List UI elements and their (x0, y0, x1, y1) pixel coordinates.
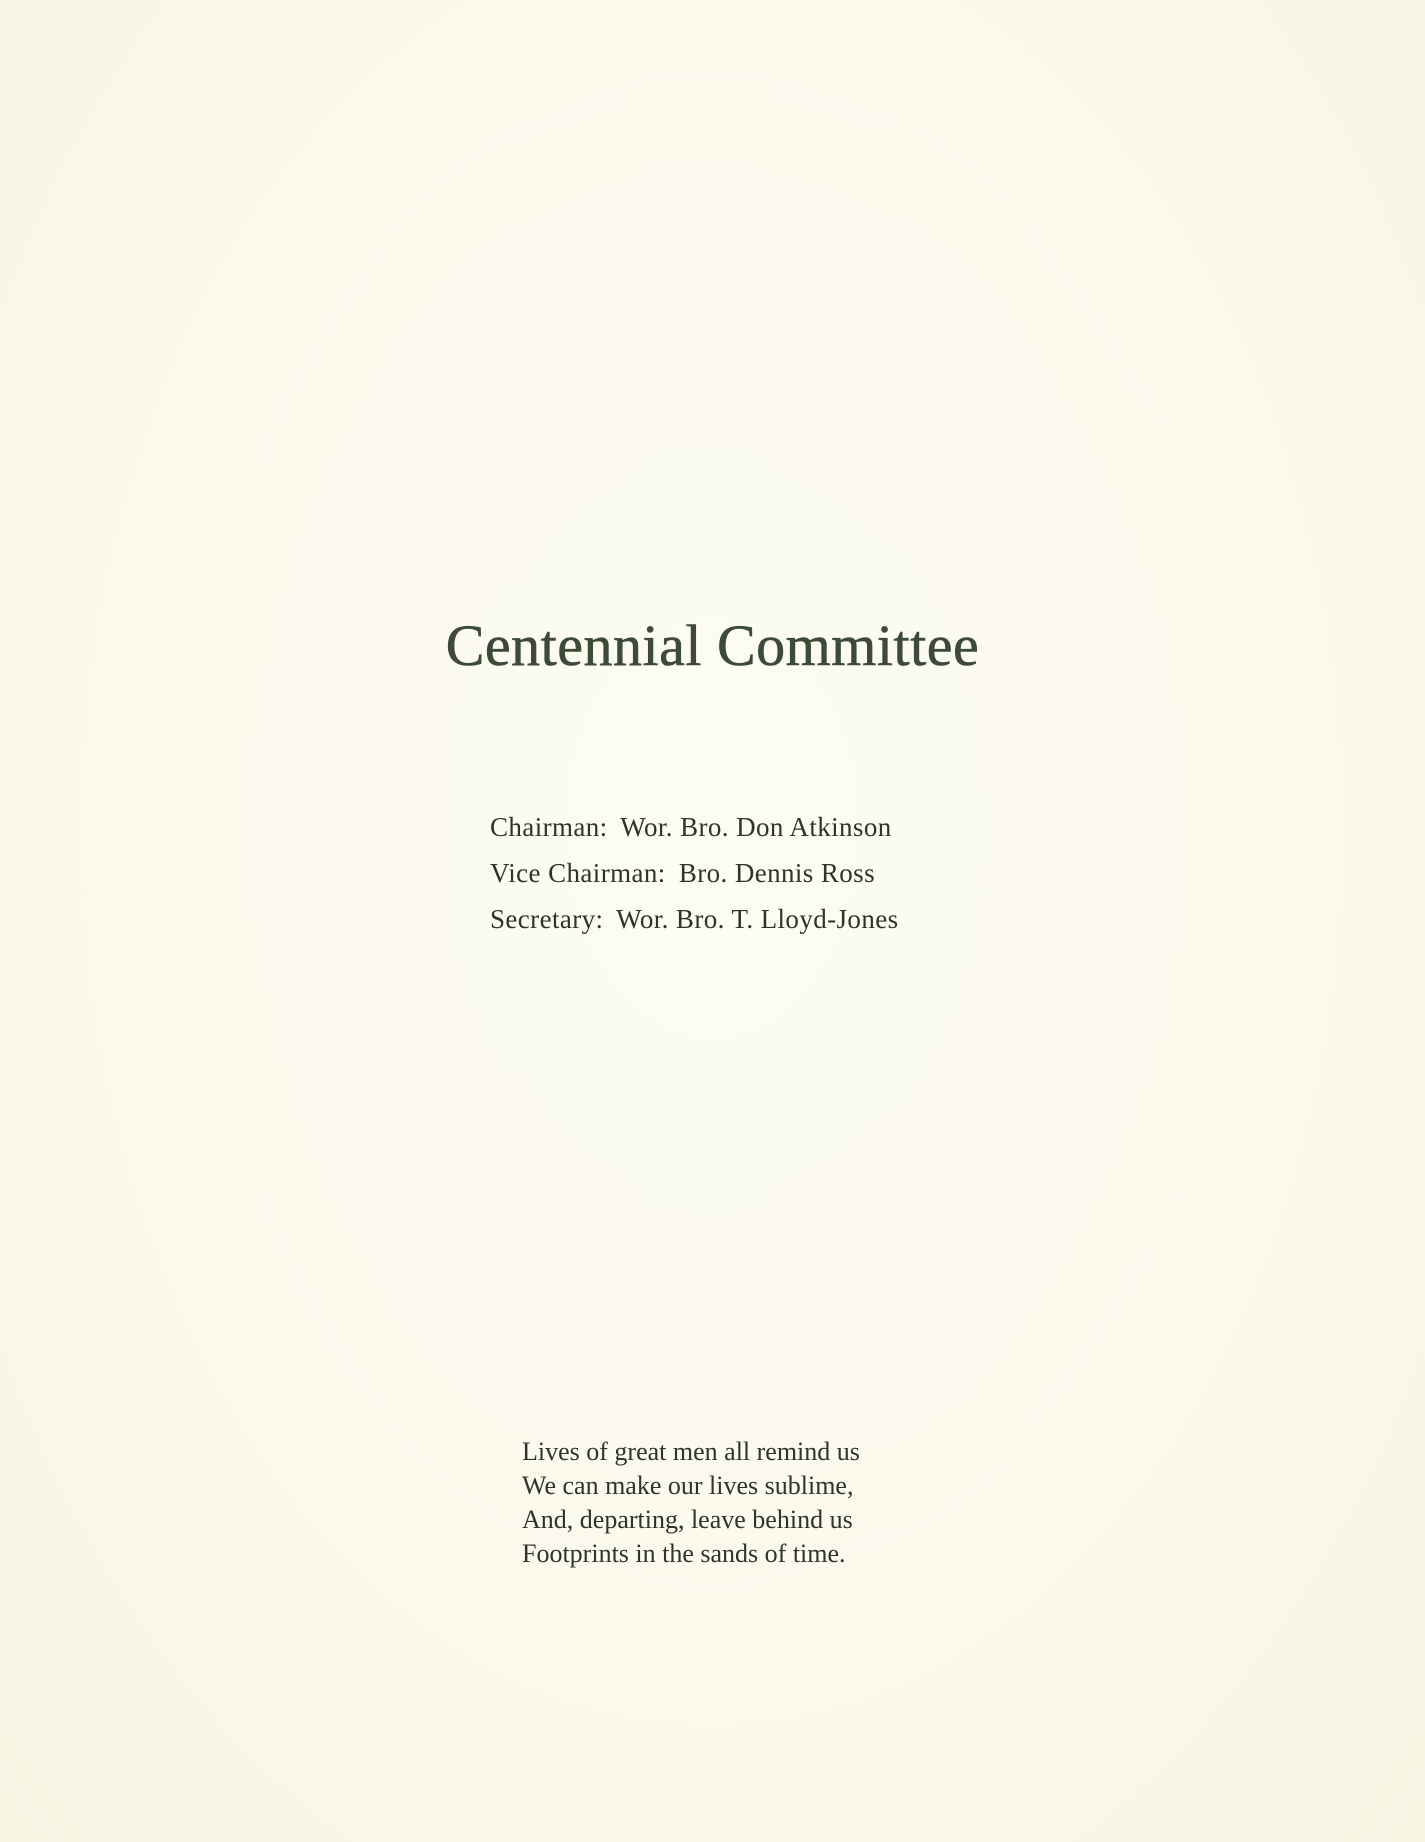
verse-line: And, departing, leave behind us (522, 1505, 853, 1534)
officer-vice-chairman (490, 858, 1050, 904)
verse-line: Lives of great men all remind us (522, 1437, 860, 1466)
officer-name: Wor. Bro. Don Atkinson (620, 812, 892, 842)
officer-role: Vice Chairman: (490, 858, 666, 888)
officer-name: Bro. Dennis Ross (678, 858, 875, 888)
officer-secretary (490, 904, 1050, 950)
officer-role: Secretary: (490, 904, 604, 934)
verse-line: Footprints in the sands of time. (522, 1539, 846, 1568)
officer-name: Wor. Bro. T. Lloyd-Jones (616, 904, 899, 934)
officer-chairman (490, 812, 1050, 858)
verse-line: We can make our lives sublime, (522, 1471, 854, 1500)
page-title: Centennial Committee (445, 613, 980, 678)
committee-officers-list (490, 812, 1050, 950)
verse-quote (522, 1437, 982, 1573)
officer-role: Chairman: (490, 812, 608, 842)
